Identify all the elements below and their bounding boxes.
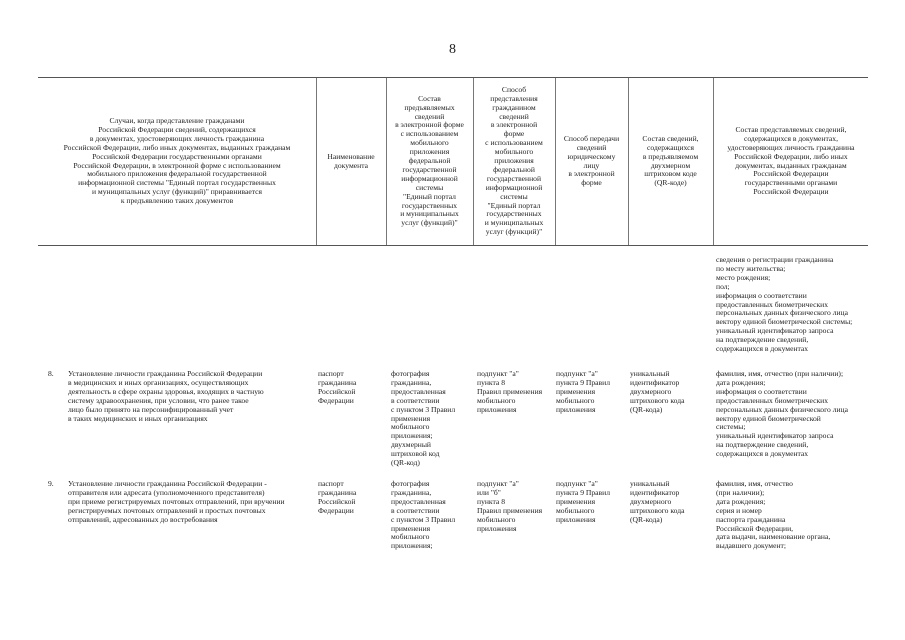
header-provided-info: Состав представляемых сведений, содержащихся в документах, удостоверяющих личность гражданина Российской Федерации, либо иных документах, выданных гражданам Российской Федерации государственными органами Российской Федерации: [727, 124, 855, 197]
row-document: паспорт гражданина Российской Федерации: [318, 479, 357, 515]
row-provided-info: фамилия, имя, отчество (при наличии); дата рождения; серия и номер паспорта гражданина Российской Федерации, дата выдачи, наименование органа, выдавшего документ;: [716, 479, 831, 551]
column-divider: [628, 78, 629, 245]
row-transfer-method: подпункт "а" пункта 9 Правил применения мобильного приложения: [556, 369, 610, 414]
header-top-rule: [38, 77, 868, 78]
row-number: 9.: [48, 479, 54, 488]
header-presentation-method: Способ представления гражданином сведений в электронной форме с использованием мобильного приложения федеральной государственной информационной системы "Единый портал государственных и муниципальных услуг (функций)": [484, 84, 544, 237]
header-info-composition: Состав предъявляемых сведений в электронной форме с использованием мобильного приложения федеральной государственной информационной системы "Единый портал государственных и муниципальных услуг (функций)": [395, 93, 464, 228]
column-divider: [473, 78, 474, 245]
row-composition: фотография гражданина, предоставленная в соответствии с пунктом 3 Правил применения мобильного приложения;: [391, 479, 456, 551]
column-divider: [316, 78, 317, 245]
header-cases: Случаи, когда представление гражданами Российской Федерации сведений, содержащихся в документах, удостоверяющих личность гражданина Российской Федерации, либо иных документах, выданных гражданам Российской Федерации государственными органами Российской Федерации, в электронной форме с использованием мобильного приложения федеральной государственной информационной системы "Единый портал государственных и муниципальных услуг (функций)" приравнивается к предъявлению таких документов: [63, 115, 291, 206]
row-case: Установление личности гражданина Российской Федерации - отправителя или адресата (уполномоченного представителя) при приеме регистрируемых почтовых отправлений, при вручении регистрируемых почтовых отправлений и простых почтовых отправлений, адресованных до востребования: [68, 479, 285, 524]
row-qr-composition: уникальный идентификатор двухмерного штрихового кода (QR-кода): [630, 369, 685, 414]
header-document-name: Наименование документа: [327, 151, 375, 170]
row-case: Установление личности гражданина Российской Федерации в медицинских и иных организациях, осуществляющих деятельность в сфере охраны здоровья, входящих в частную систему здравоохранения, при условии, что ранее такое лицо было принято на персонифицированный учет в таких медицинских и иных организациях: [68, 369, 264, 423]
header-bottom-rule: [38, 245, 868, 246]
page-number: 8: [449, 42, 456, 57]
column-divider: [386, 78, 387, 245]
row-presentation-method: подпункт "а" или "б" пункта 8 Правил применения мобильного приложения: [477, 479, 543, 533]
row-transfer-method: подпункт "а" пункта 9 Правил применения мобильного приложения: [556, 479, 610, 524]
column-divider: [555, 78, 556, 245]
row-presentation-method: подпункт "а" пункта 8 Правил применения мобильного приложения: [477, 369, 543, 414]
header-transfer-method: Способ передачи сведений юридическому лицу в электронной форме: [563, 133, 620, 188]
row-document: паспорт гражданина Российской Федерации: [318, 369, 357, 405]
header-qr-composition: Состав сведений, содержащихся в предъявляемом двухмерном штриховом коде (QR-коде): [642, 133, 699, 188]
row-number: 8.: [48, 369, 54, 378]
column-divider: [713, 78, 714, 245]
row-provided-info: фамилия, имя, отчество (при наличии); дата рождения; информация о соответствии предоставленных биометрических персональных данных физического лица вектору единой биометрической системы; уникальный идентификатор запроса на подтверждение сведений, содержащихся в документах: [716, 369, 848, 459]
continuation-provided-info: сведения о регистрации гражданина по месту жительства; место рождения; пол; информация о соответствии предоставленных биометрических персональных данных физического лица вектору единой биометрической системы; уникальный идентификатор запроса на подтверждение сведений, содержащихся в документах: [716, 255, 853, 354]
row-composition: фотография гражданина, предоставленная в соответствии с пунктом 3 Правил применения мобильного приложения; двухмерный штриховой код (QR-код): [391, 369, 456, 468]
row-qr-composition: уникальный идентификатор двухмерного штрихового кода (QR-кода): [630, 479, 685, 524]
